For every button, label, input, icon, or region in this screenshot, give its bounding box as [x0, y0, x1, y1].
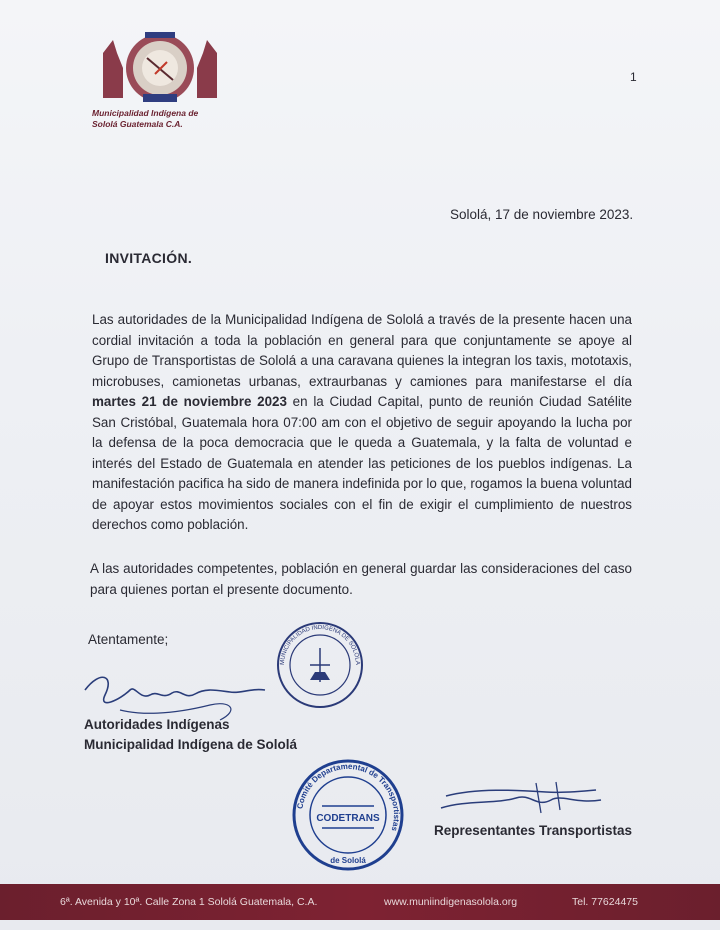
signer-transporters: Representantes Transportistas	[434, 823, 633, 838]
para1-date-emphasis: martes 21 de noviembre 2023	[92, 394, 287, 409]
letterhead-footer	[0, 884, 720, 920]
para1-text-start: Las autoridades de la Municipalidad Indígena de Sololá a través de la presente hacen una cordial invitación a toda la población en general para que conjuntamente se apoye al Grupo de Transportistas de Sololá a una caravana quienes la integran los taxis, mototaxis, microbuses, camionetas urbanas, extraurbanas y camiones para manifestarse el día	[92, 312, 632, 389]
org-name-line1: Municipalidad Indígena de	[92, 108, 199, 118]
municipal-emblem-icon	[95, 28, 225, 108]
letter-heading: INVITACIÓN.	[105, 250, 193, 266]
page-number: 1	[630, 70, 637, 84]
organization-name	[92, 108, 242, 130]
seal1-ring-text: MUNICIPALIDAD INDIGENA DE SOLOLA	[279, 624, 361, 666]
footer-website[interactable]: www.muniindigenasolola.org	[384, 896, 518, 908]
codetrans-seal-icon	[288, 758, 408, 873]
seal2-center-text: CODETRANS	[316, 813, 380, 824]
signer-authorities: Autoridades Indígenas	[84, 717, 230, 732]
seal2-bottom-text: de Sololá	[330, 856, 366, 865]
seal2-ring-text: Comité Departamental de Transportistas	[295, 761, 402, 833]
signature-transporters-icon	[436, 778, 606, 828]
footer-phone: Tel. 77624475	[572, 896, 638, 908]
body-paragraph-1	[92, 310, 632, 536]
org-name-line2: Sololá Guatemala C.A.	[92, 119, 183, 129]
closing-salutation: Atentamente;	[88, 632, 169, 647]
indigenous-municipality-seal-icon	[275, 620, 365, 710]
para1-text-end: en la Ciudad Capital, punto de reunión Ciudad Satélite San Cristóbal, Guatemala hora 07:00 am con el objetivo de seguir apoyando la lucha por la defensa de la poca democracia que le queda a Guatemala, y la falta de voluntad e interés del Estado de Guatemala en atender las peticiones de los pueblos indígenas. La manifestación pacifica ha sido de manera indefinida por lo que, rogamos la buena voluntad de apoyar estos movimientos sociales con el fin de exigir el cumplimiento de nuestros derechos como población.	[92, 394, 632, 532]
signer-municipality: Municipalidad Indígena de Sololá	[84, 737, 298, 752]
body-paragraph-2: A las autoridades competentes, población en general guardar las consideraciones del caso para quienes portan el presente documento.	[90, 561, 632, 597]
letter-date: Sololá, 17 de noviembre 2023.	[450, 207, 634, 222]
footer-address: 6ª. Avenida y 10ª. Calle Zona 1 Sololá Guatemala, C.A.	[60, 896, 318, 908]
